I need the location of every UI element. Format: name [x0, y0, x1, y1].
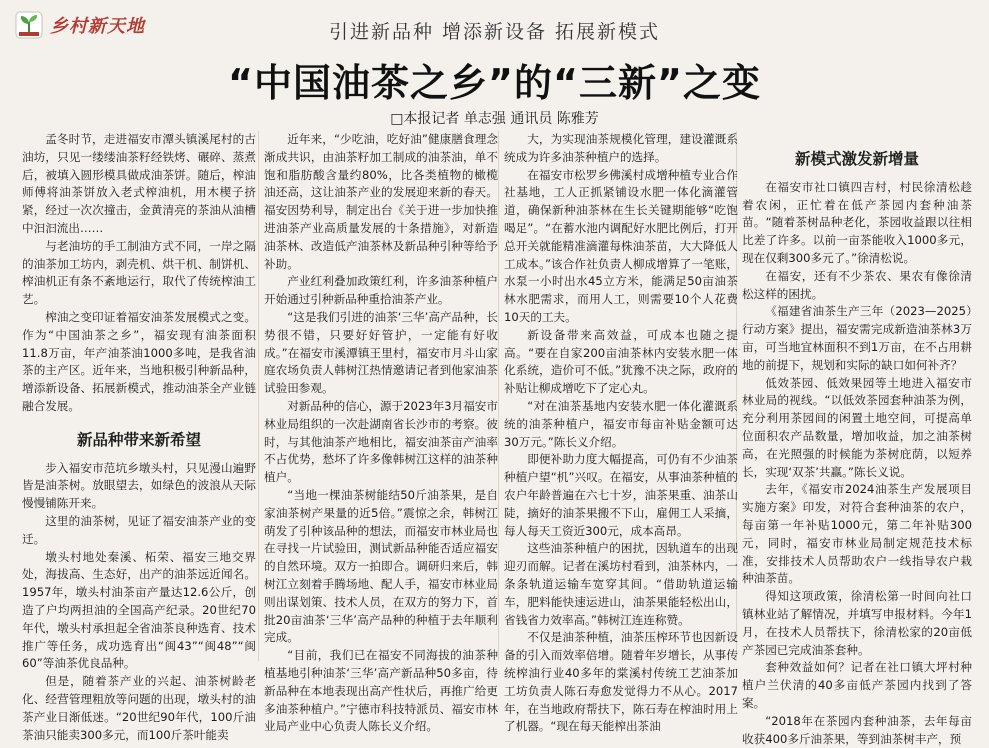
article-paragraph: 低效茶园、低效果园等土地进入福安市林业局的视线。“以低效茶园套种油茶为例，充分利用茶园间的闲置土地空间，可提高单位面积农产品数量，增加收益，加之油茶树高，在光照强的时候能为茶树庇荫，以短养长，实现‘双茶’共赢。”陈长义说。: [742, 375, 972, 479]
article-paragraph: 这里的油茶树，见证了福安油茶产业的变迁。: [22, 513, 256, 546]
column-divider: [258, 131, 259, 661]
article-column-3: [504, 131, 738, 734]
article-paragraph: 在福安市松罗乡佛溪村成增种植专业合作社基地，工人正抓紧铺设水肥一体化滴灌管道，确保新种油茶林在生长关键期能够“吃饱喝足”。“在蓄水池内调配好水肥比例后，打开总开关就能精准滴灌每株油茶苗，大大降低人工成本。”该合作社负责人柳成增算了一笔账，水泵一小时出水45立方米，能满足50亩油茶林水肥需求，而用人工，则需要10个人花费10天的工夫。: [504, 167, 738, 324]
article-paragraph: “目前，我们已在福安不同海拔的油茶种植基地引种油茶‘三华’高产新品种50多亩，待新品种在本地表现出高产性状后，再推广给更多油茶种植户。”宁德市科技特派员、福安市林业局产业中心负责人陈长义介绍。: [264, 648, 498, 734]
column-divider: [498, 131, 499, 661]
article-paragraph: 榨油之变印证着福安油茶发展模式之变。作为“中国油茶之乡”，福安现有油茶面积11.8万亩，年产油茶油1000多吨，是我省油茶的主产区。近年来，当地积极引种新品种，增添新设备、拓展新模式，推动油茶全产业链融合发展。: [22, 309, 256, 413]
article-paragraph: “当地一棵油茶树能结50斤油茶果，是自家油茶树产果量的近5倍。”震惊之余，韩树江萌发了引种该品种的想法，而福安市林业局也在寻找一片试验田，测试新品种能否适应福安的自然环境。双方一拍即合。调研归来后，韩树江立刻着手腾场地、配人手，福安市林业局则出谋划策、技术人员，在双方的努力下，首批20亩油茶‘三华’高产品种的种植于去年顺利完成。: [264, 487, 498, 645]
article-column-4: [742, 131, 972, 746]
article-kicker: 引进新品种 增添新设备 拓展新模式: [328, 21, 661, 43]
article-paragraph: 这些油茶种植户的困扰，因轨道车的出现迎刃而解。记者在溪坊村看到，油茶林内，一条条轨道运输车宽穿其间。“借助轨道运输车，肥料能快速运进山，油茶果能轻松出山，省钱省力效率高。”韩树江连连称赞。: [504, 541, 738, 627]
article-paragraph: 得知这项政策，徐清松第一时间向社口镇林业站了解情况，并填写申报材料。今年1月，在技术人员帮扶下，徐清松家的20亩低产茶园已完成油茶套种。: [742, 589, 972, 657]
article-headline: “中国油茶之乡”的“三新”之变: [228, 61, 761, 105]
article-paragraph: 新设备带来高效益，可成本也随之提高。“要在自家200亩油茶林内安装水肥一体化系统，造价可不低。”犹豫不决之际，政府的补贴让柳成增吃下了定心丸。: [504, 327, 738, 396]
article-paragraph: 不仅是油茶种植，油茶压榨环节也因新设备的引入而效率倍增。随着年岁增长，从事传统榨油行业40多年的棠溪村传统工艺油茶加工坊负责人陈石寿愈发觉得力不从心。2017年，在当地政府帮扶下，陈石寿在榨油时用上了机器。“现在每天能榨出茶油: [504, 630, 738, 734]
article-paragraph: 近年来，“少吃油，吃好油”健康膳食理念渐成共识，由油茶籽加工制成的油茶油，单不饱和脂肪酸含量约80%，比各类植物的橄榄油还高，这让油茶产业的发展迎来新的春天。福安因势利导，制定出台《关于进一步加快推进油茶产业高质量发展的十条措施》，对新造油茶林、改造低产油茶林及新品种引种等给予补助。: [264, 132, 498, 271]
article-column-2: [264, 131, 498, 734]
section-title: 乡村新天地: [50, 16, 145, 37]
article-paragraph: 去年，《福安市2024油茶生产发展项目实施方案》印发，对符合套种油茶的农户，每亩第一年补贴1000元，第二年补贴300元，同时，福安市林业局制定规范技术标准，安排技术人员帮助农户一线指导农户栽种油茶苗。: [742, 482, 972, 586]
article-paragraph: “这是我们引进的油茶‘三华’高产品种，长势很不错，只要好好管护，一定能有好收成。”在福安市溪潭镇王里村，福安市月斗山家庭农场负责人韩树江热情邀请记者到他家油茶试验田参观。: [264, 309, 498, 396]
article-paragraph: 墩头村地处秦溪、柘荣、福安三地交界处，海拔高、生态好，出产的油茶远近闻名。1957年，墩头村油茶亩产量达12.6公斤，创造了户均两担油的全国高产纪录。20世纪70年代，墩头村承担起全省油茶良种选育、技术推广等任务，成功选育出“闽43”“闽48”“闽60”等油茶优良品种。: [22, 549, 256, 671]
article-paragraph: 即便补助力度大幅提高，可仍有不少油茶种植户望“机”兴叹。在福安，从事油茶种植的农户年龄普遍在六七十岁，油茶果重、油茶山陡，摘好的油茶果搬不下山，雇佣工人采摘，每人每天工资近300元，成本高昂。: [504, 452, 738, 538]
section-subheading: 新品种带来新希望: [76, 430, 201, 449]
article-paragraph: “对在油茶基地内安装水肥一体化灌溉系统的油茶种植户，福安市每亩补贴金额可达30万元。”陈长义介绍。: [504, 398, 738, 449]
article-paragraph: 在福安，还有不少茶农、果农有像徐清松这样的困扰。: [742, 268, 972, 301]
article-byline: □本报记者 单志强 通讯员 陈雅芳: [390, 111, 599, 127]
article-paragraph: 孟冬时节，走进福安市潭头镇溪尾村的古油坊，只见一缕缕油茶籽经铁烤、碾碎、蒸煮后，被填入圆形模具做成油茶饼。随后，榨油师傅将油茶饼放入老式榨油机，用木楔子挤紧，经过一次次撞击，金黄清亮的茶油从油槽中汩汩流出……: [22, 132, 256, 235]
article-paragraph: 步入福安市范坑乡墩头村，只见漫山遍野皆是油茶树。放眼望去，如绿色的波浪从天际慢慢铺陈开来。: [22, 460, 256, 511]
article-paragraph: 产业红利叠加政策红利，许多油茶种植户开始通过引种新品种重拾油茶产业。: [264, 274, 498, 307]
article-paragraph: 大，为实现油茶规模化管理，建设灌溉系统成为许多油茶种植户的选择。: [504, 132, 738, 164]
article-paragraph: 套种效益如何？记者在社口镇大坪村种植户兰伏清的40多亩低产茶园内找到了答案。: [742, 660, 972, 710]
article-paragraph: 与老油坊的手工制油方式不同，一岸之隔的油茶加工坊内，剥壳机、烘干机、制饼机、榨油机正有条不紊地运行，取代了传统榨油工艺。: [22, 238, 256, 307]
article-paragraph: 对新品种的信心，源于2023年3月福安市林业局组织的一次赴湖南省长沙市的考察。彼时，与其他油茶产地相比，福安油茶亩产油率不占优势，愁坏了许多像韩树江这样的油茶种植户。: [264, 398, 498, 485]
article-paragraph: 《福建省油茶生产三年（2023—2025）行动方案》提出，福安需完成新造油茶林3万亩，可当地宜林面积不到1万亩，在不占用耕地的前提下，规划和实际的缺口如何补齐？: [742, 304, 972, 372]
article-column-1: [22, 131, 256, 742]
article-paragraph: 但是，随着茶产业的兴起、油茶树龄老化、经营管理粗放等问题的出现，墩头村的油茶产业日渐低迷。“20世纪90年代，100斤油茶油只能卖300多元，而100斤茶叶能卖: [22, 674, 256, 742]
article-paragraph: “2018年在茶园内套种油茶，去年每亩收获400多斤油茶果，等到油茶树丰产，预: [742, 713, 972, 746]
section-subheading: 新模式激发新增量: [794, 150, 919, 168]
article-paragraph: 在福安市社口镇四吉村，村民徐清松趁着农闲，正忙着在低产茶园内套种油茶苗。“随着茶树品种老化，茶园收益跟以往相比差了许多。以前一亩茶能收入1000多元，现在仅剩300多元了。”徐清松说。: [742, 179, 972, 265]
